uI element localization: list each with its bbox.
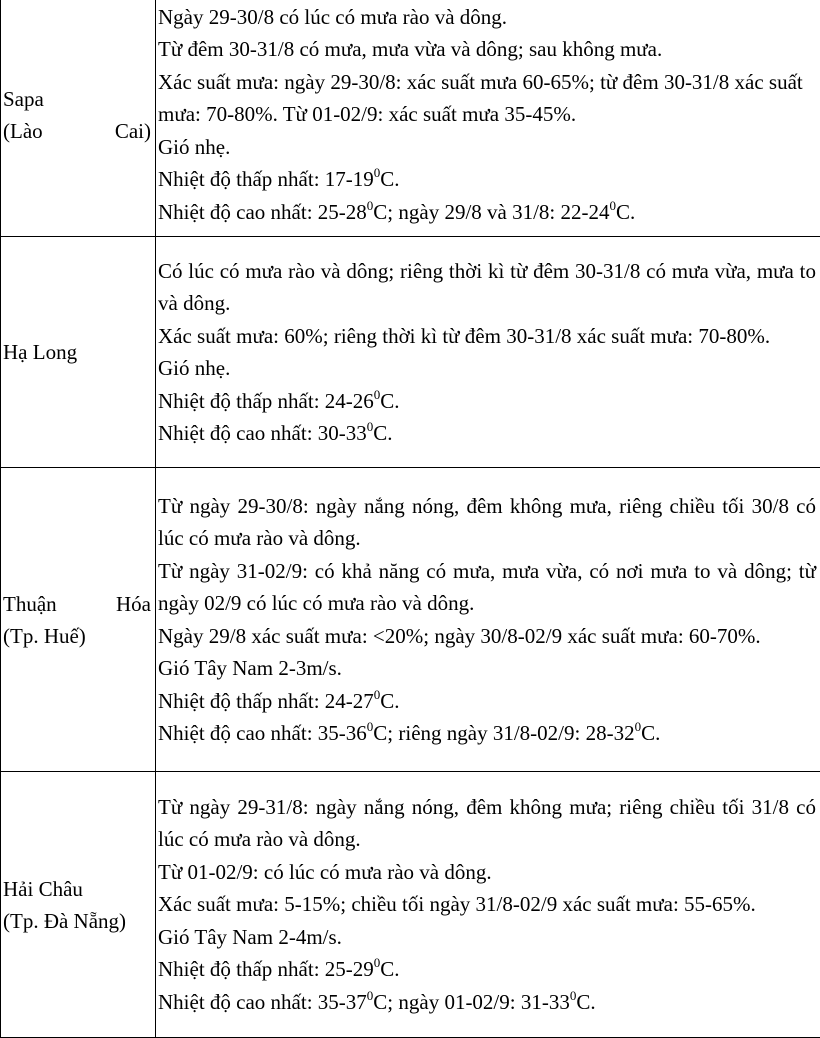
temp-max-line — [158, 717, 816, 750]
temp-min-label: Nhiệt độ thấp nhất: 24-27 — [158, 689, 374, 713]
degree-mark: 0 — [374, 955, 381, 970]
degree-mark: 0 — [570, 988, 577, 1003]
temp-max-extra: C; riêng ngày 31/8-02/9: 28-32 — [373, 721, 634, 745]
degree-mark: 0 — [367, 198, 374, 213]
location-name: Thuận Hóa — [3, 588, 151, 620]
temp-unit: C. — [641, 721, 660, 745]
temp-min-label: Nhiệt độ thấp nhất: 17-19 — [158, 167, 374, 191]
temp-unit: C. — [380, 389, 399, 413]
temp-unit: C. — [373, 421, 392, 445]
temp-max-extra: C; ngày 01-02/9: 31-33 — [373, 990, 570, 1014]
degree-mark: 0 — [610, 198, 617, 213]
temp-min-line — [158, 953, 816, 986]
forecast-cell — [156, 0, 820, 237]
forecast-line: Có lúc có mưa rào và dông; riêng thời kì từ đêm 30-31/8 có mưa vừa, mưa to và dông. — [158, 255, 816, 320]
location-cell — [1, 468, 156, 772]
location-cell — [1, 0, 156, 237]
forecast-line: Xác suất mưa: ngày 29-30/8: xác suất mưa 60-65%; từ đêm 30-31/8 xác suất mưa: 70-80%. Từ 01-02/9: xác suất mưa 35-45%. — [158, 66, 816, 131]
degree-mark: 0 — [374, 687, 381, 702]
temp-unit: C. — [380, 957, 399, 981]
temp-min-label: Nhiệt độ thấp nhất: 25-29 — [158, 957, 374, 981]
table-row — [1, 0, 820, 237]
forecast-line: Gió Tây Nam 2-3m/s. — [158, 652, 816, 685]
degree-mark: 0 — [635, 719, 642, 734]
forecast-line: Ngày 29/8 xác suất mưa: <20%; ngày 30/8-02/9 xác suất mưa: 60-70%. — [158, 620, 816, 653]
temp-max-label: Nhiệt độ cao nhất: 25-28 — [158, 200, 367, 224]
forecast-line: Gió nhẹ. — [158, 131, 816, 164]
forecast-line: Ngày 29-30/8 có lúc có mưa rào và dông. — [158, 1, 816, 34]
temp-max-line — [158, 417, 816, 450]
forecast-line: Gió nhẹ. — [158, 352, 816, 385]
temp-max-line — [158, 986, 816, 1019]
temp-min-line — [158, 385, 816, 418]
temp-max-line — [158, 196, 816, 229]
forecast-line: Từ ngày 29-31/8: ngày nắng nóng, đêm không mưa; riêng chiều tối 31/8 có lúc có mưa rào và dông. — [158, 791, 816, 856]
temp-unit: C. — [616, 200, 635, 224]
temp-unit: C. — [380, 689, 399, 713]
location-province: (Tp. Đà Nẵng) — [3, 909, 126, 933]
forecast-line: Xác suất mưa: 60%; riêng thời kì từ đêm 30-31/8 xác suất mưa: 70-80%. — [158, 320, 816, 353]
forecast-line: Từ đêm 30-31/8 có mưa, mưa vừa và dông; sau không mưa. — [158, 33, 816, 66]
temp-max-label: Nhiệt độ cao nhất: 30-33 — [158, 421, 367, 445]
location-cell — [1, 237, 156, 468]
forecast-line: Gió Tây Nam 2-4m/s. — [158, 921, 816, 954]
table-row — [1, 237, 820, 468]
temp-unit: C. — [380, 167, 399, 191]
degree-mark: 0 — [367, 719, 374, 734]
forecast-cell — [156, 237, 820, 468]
location-cell — [1, 772, 156, 1038]
temp-min-label: Nhiệt độ thấp nhất: 24-26 — [158, 389, 374, 413]
temp-min-line — [158, 163, 816, 196]
degree-mark: 0 — [367, 419, 374, 434]
degree-mark: 0 — [374, 165, 381, 180]
forecast-cell — [156, 772, 820, 1038]
forecast-line: Từ 01-02/9: có lúc có mưa rào và dông. — [158, 856, 816, 889]
temp-unit: C. — [576, 990, 595, 1014]
forecast-line: Xác suất mưa: 5-15%; chiều tối ngày 31/8-02/9 xác suất mưa: 55-65%. — [158, 888, 816, 921]
location-name: Hải Châu — [3, 877, 83, 901]
temp-min-line — [158, 685, 816, 718]
table-row — [1, 772, 820, 1038]
location-name: Sapa — [3, 83, 151, 115]
location-name: Hạ Long — [3, 340, 77, 364]
forecast-cell — [156, 468, 820, 772]
location-province: (Tp. Huế) — [3, 624, 86, 648]
degree-mark: 0 — [367, 988, 374, 1003]
temp-max-extra: C; ngày 29/8 và 31/8: 22-24 — [373, 200, 609, 224]
forecast-line: Từ ngày 31-02/9: có khả năng có mưa, mưa vừa, có nơi mưa to và dông; từ ngày 02/9 có lúc có mưa rào và dông. — [158, 555, 816, 620]
location-province: (Lào Cai) — [3, 115, 151, 147]
table-row — [1, 468, 820, 772]
temp-max-label: Nhiệt độ cao nhất: 35-37 — [158, 990, 367, 1014]
degree-mark: 0 — [374, 387, 381, 402]
forecast-line: Từ ngày 29-30/8: ngày nắng nóng, đêm không mưa, riêng chiều tối 30/8 có lúc có mưa rào và dông. — [158, 490, 816, 555]
temp-max-label: Nhiệt độ cao nhất: 35-36 — [158, 721, 367, 745]
